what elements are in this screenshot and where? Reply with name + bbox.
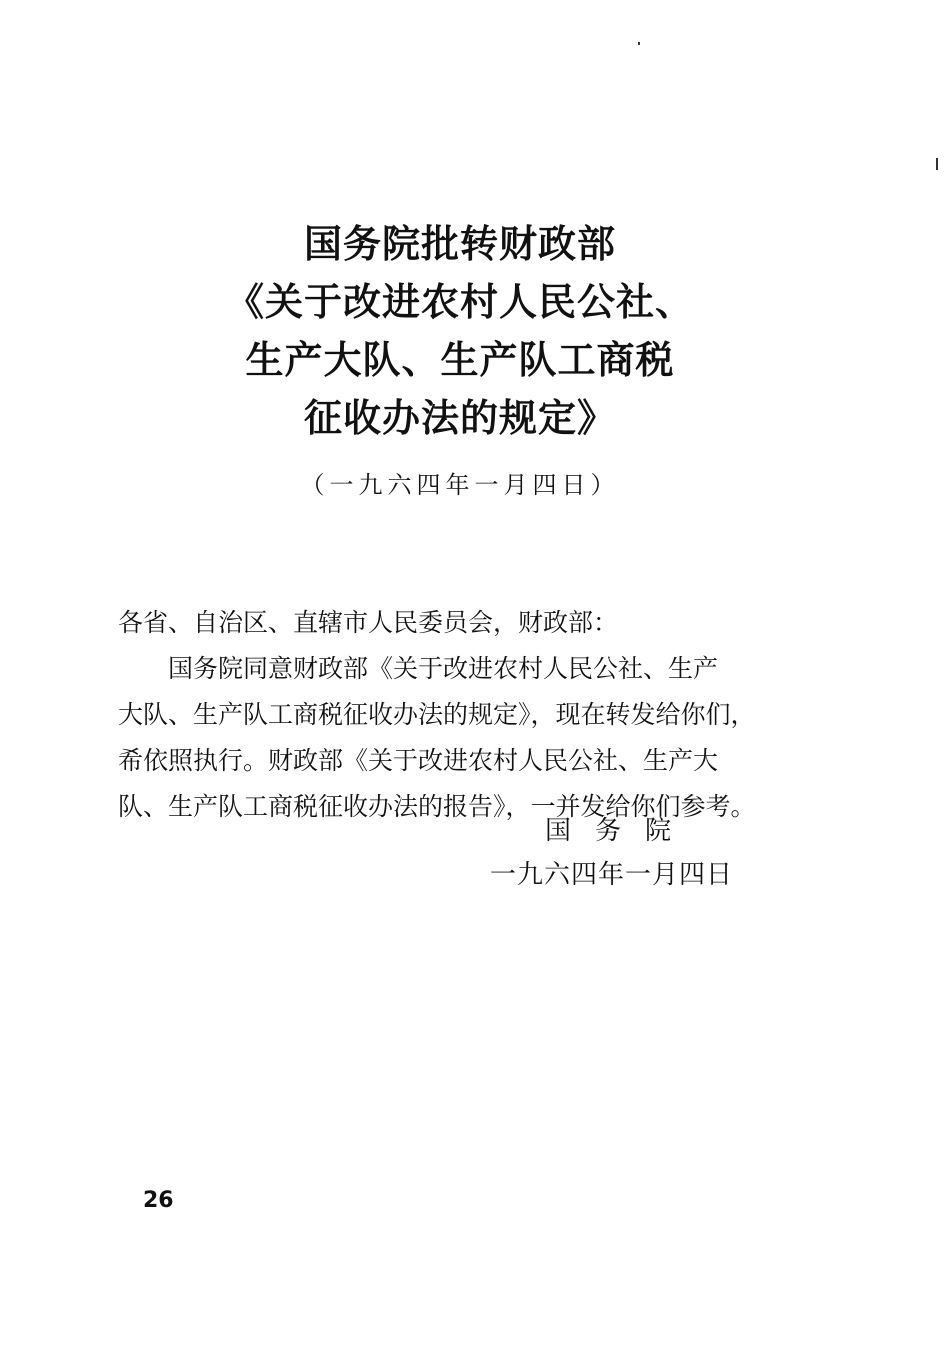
title-line-3: 生产大队、生产队工商税 — [245, 338, 675, 382]
scan-speck — [936, 158, 938, 170]
title-line-1: 国务院批转财政部 — [303, 222, 616, 266]
body-line-2: 大队、生产队工商税征收办法的规定》，现在转发给你们， — [118, 700, 756, 729]
body-text — [118, 600, 818, 830]
signature-date: 一九六四年一月四日 — [490, 860, 734, 890]
document-title — [150, 215, 770, 447]
salutation: 各省、自治区、直辖市人民委员会，财政部： — [118, 608, 619, 637]
body-line-4: 队、生产队工商税征收办法的报告》，一并发给你们参考。 — [118, 792, 756, 821]
scan-speck — [638, 42, 640, 45]
body-line-1: 国务院同意财政部《关于改进农村人民公社、生产 — [168, 654, 719, 683]
signature-org: 国务院 — [545, 816, 696, 846]
page-number: 26 — [143, 1188, 174, 1213]
title-line-4: 征收办法的规定》 — [303, 396, 616, 440]
title-line-2: 《关于改进农村人民公社、 — [225, 280, 694, 324]
body-line-3: 希依照执行。财政部《关于改进农村人民公社、生产大 — [118, 746, 719, 775]
date-subtitle: （一九六四年一月四日） — [300, 471, 620, 499]
